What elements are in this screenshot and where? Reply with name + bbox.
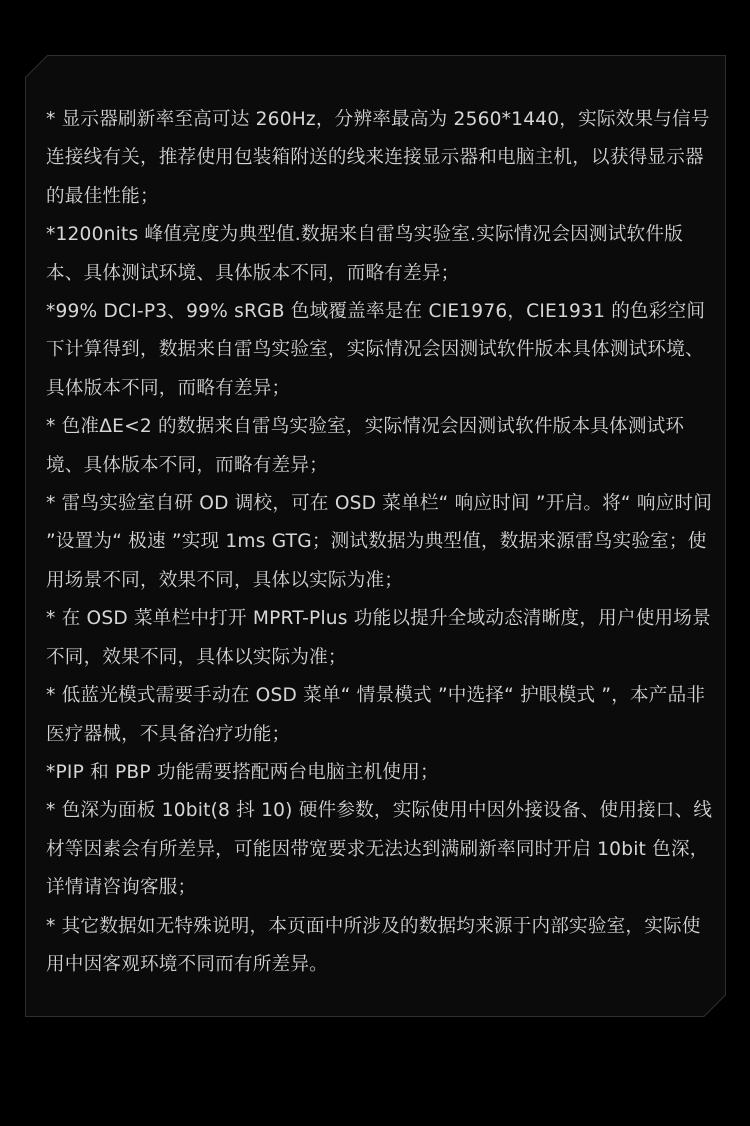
note-color-depth: * 色深为面板 10bit(8 抖 10) 硬件参数，实际使用中因外接设备、使用接口、线材等因素会有所差异，可能因带宽要求无法达到满刷新率同时开启 10bit 色深，详情请咨询客服； — [46, 800, 713, 899]
note-mprt-plus: * 在 OSD 菜单栏中打开 MPRT-Plus 功能以提升全域动态清晰度，用户使用场景不同，效果不同，具体以实际为准； — [46, 608, 711, 668]
note-color-gamut: *99% DCI-P3、99% sRGB 色域覆盖率是在 CIE1976，CIE1931 的色彩空间下计算得到，数据来自雷鸟实验室，实际情况会因测试软件版本具体测试环境、具体版本不同，而略有差异； — [46, 301, 706, 399]
note-low-blue-light: * 低蓝光模式需要手动在 OSD 菜单“ 情景模式 ”中选择“ 护眼模式 ”，本产品非医疗器械，不具备治疗功能； — [46, 685, 706, 745]
note-peak-brightness: *1200nits 峰值亮度为典型值.数据来自雷鸟实验室.实际情况会因测试软件版本、具体测试环境、具体版本不同，而略有差异； — [46, 224, 683, 284]
note-od-response-time: * 雷鸟实验室自研 OD 调校，可在 OSD 菜单栏“ 响应时间 ”开启。将“ 响应时间 ”设置为“ 极速 ”实现 1ms GTG；测试数据为典型值，数据来源雷鸟实验室；使用场景不同，效果不同，具体以实际为准； — [46, 493, 713, 591]
disclaimer-notes — [46, 101, 716, 984]
note-refresh-rate: * 显示器刷新率至高可达 260Hz，分辨率最高为 2560*1440，实际效果与信号连接线有关，推荐使用包装箱附送的线来连接显示器和电脑主机，以获得显示器的最佳性能； — [46, 109, 710, 207]
note-pip-pbp: *PIP 和 PBP 功能需要搭配两台电脑主机使用； — [46, 761, 439, 783]
note-color-accuracy: * 色准ΔE<2 的数据来自雷鸟实验室，实际情况会因测试软件版本具体测试环境、具体版本不同，而略有差异； — [46, 416, 685, 476]
note-other-data: * 其它数据如无特殊说明，本页面中所涉及的数据均来源于内部实验室，实际使用中因客观环境不同而有所差异。 — [46, 915, 701, 975]
